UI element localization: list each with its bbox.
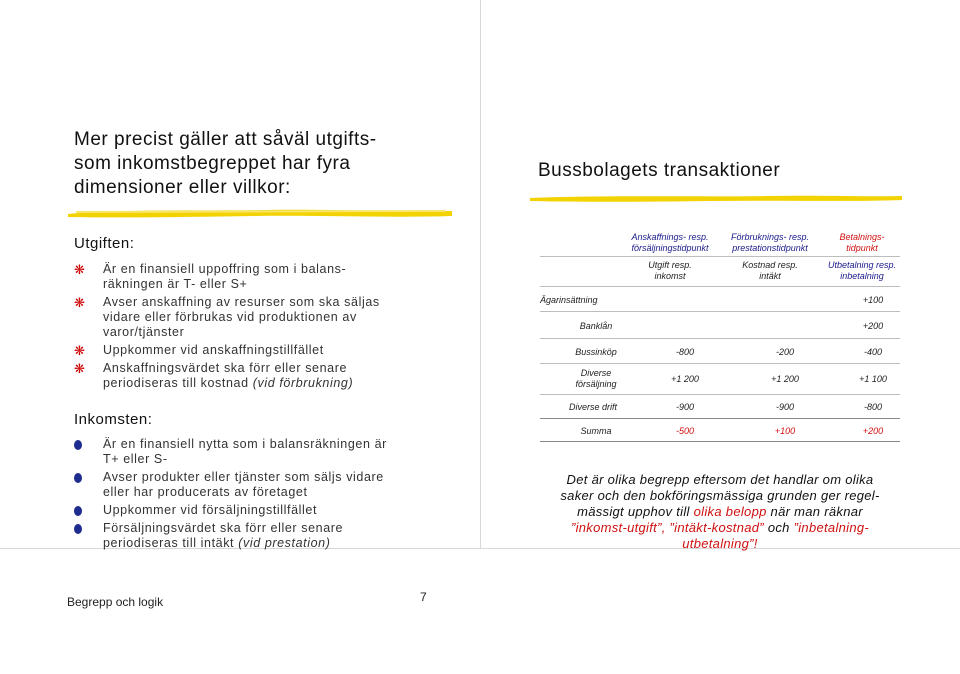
col-header-line: Anskaffnings- resp. — [631, 232, 709, 242]
page-number: 7 — [420, 590, 427, 604]
table-cell: -800 — [863, 402, 882, 412]
subheader-line: inbetalning — [840, 270, 884, 281]
col-header-line: försäljningstidpunkt — [631, 242, 709, 253]
subheader-utgift-inkomst — [612, 260, 728, 281]
table-cell: -400 — [863, 347, 882, 357]
table-rule — [540, 311, 900, 312]
item-text: vidare eller förbrukas vid produktionen av — [103, 310, 357, 324]
table-rule — [540, 338, 900, 339]
table-rule — [540, 394, 900, 395]
utgiften-heading: Utgiften: — [74, 235, 135, 252]
title-underline-brush-right — [528, 192, 904, 204]
row-label-diverse-forsaljning — [556, 368, 636, 389]
list-item — [74, 437, 469, 467]
utgiften-list — [74, 262, 469, 394]
table-cell: -900 — [675, 402, 694, 412]
col-header-line: Förbruknings- resp. — [730, 232, 810, 242]
asterisk-bullet-icon: ❋ — [74, 262, 86, 277]
item-text: Avser produkter eller tjänster som säljs vidare — [103, 470, 384, 484]
table-cell: +1 100 — [859, 374, 887, 384]
page-divider-vertical — [480, 0, 481, 548]
list-item — [74, 470, 469, 500]
summa-cell: -500 — [675, 426, 694, 436]
subheader-utbetalning-inbetalning — [800, 260, 924, 281]
item-text: varor/tjänster — [103, 325, 185, 339]
col-header-line: Betalnings- — [839, 232, 885, 242]
item-text: Uppkommer vid försäljningstillfället — [103, 503, 318, 517]
left-slide-title — [74, 128, 454, 200]
dot-bullet-icon — [74, 505, 86, 517]
table-cell: +1 200 — [771, 374, 799, 384]
left-title-line: Mer precist gäller att såväl utgifts- — [74, 129, 377, 150]
conclusion-emphasis: olika belopp — [693, 504, 767, 519]
subheader-line: Utbetalning resp. — [827, 260, 897, 270]
conclusion-emphasis: ”inkomst-utgift”, ”intäkt-kostnad” — [570, 520, 764, 535]
table-rule — [540, 418, 900, 419]
dot-bullet-icon — [74, 472, 86, 484]
asterisk-bullet-icon: ❋ — [74, 343, 86, 358]
list-item — [74, 361, 469, 391]
asterisk-bullet-icon: ❋ — [74, 295, 86, 310]
table-rule — [540, 441, 900, 442]
list-item — [74, 343, 469, 358]
conclusion-text — [540, 472, 900, 552]
col-header-acquisition — [612, 232, 728, 253]
subheader-line: Utgift resp. — [648, 260, 692, 270]
conclusion-part: och — [763, 520, 794, 535]
conclusion-part: mässigt upphov till — [577, 504, 694, 519]
summa-cell: +100 — [774, 426, 796, 436]
conclusion-line — [540, 504, 900, 520]
conclusion-part: när man räknar — [766, 504, 863, 519]
list-item — [74, 521, 469, 551]
subheader-line: Kostnad resp. — [742, 260, 798, 270]
row-label-agarinsattning: Ägarinsättning — [540, 295, 598, 305]
item-italic-note: (vid prestation) — [238, 536, 331, 550]
inkomsten-list — [74, 437, 469, 554]
col-header-line: tidpunkt — [846, 242, 878, 253]
row-label-line: Diverse — [580, 368, 612, 378]
col-header-payment — [800, 232, 924, 253]
conclusion-line: saker och den bokföringsmässiga grunden ger regel- — [560, 488, 880, 503]
dot-bullet-icon — [74, 523, 86, 535]
col-header-line: prestationstidpunkt — [732, 242, 808, 253]
table-cell: -800 — [675, 347, 694, 357]
item-text: Försäljningsvärdet ska förr eller senare — [103, 521, 344, 535]
list-item — [74, 262, 469, 292]
right-slide-title: Bussbolagets transaktioner — [538, 160, 781, 181]
conclusion-line: Det är olika begrepp eftersom det handlar om olika — [566, 472, 874, 487]
item-text: periodiseras till kostnad — [103, 376, 253, 390]
item-text: Är en finansiell uppoffring som i balans- — [103, 262, 347, 276]
item-text: eller har producerats av företaget — [103, 485, 308, 499]
item-text: Är en finansiell nytta som i balansräkningen är — [103, 437, 387, 451]
row-label-bussinkop: Bussinköp — [575, 347, 617, 357]
item-text: Anskaffningsvärdet ska förr eller senare — [103, 361, 348, 375]
row-label-summa: Summa — [580, 426, 612, 436]
title-underline-brush-left — [66, 206, 454, 220]
item-text: räkningen är T- eller S+ — [103, 277, 248, 291]
item-italic-note: (vid förbrukning) — [252, 376, 354, 390]
subheader-line: inkomst — [654, 270, 686, 281]
table-cell: -200 — [775, 347, 794, 357]
left-title-line: dimensioner eller villkor: — [74, 177, 291, 198]
summa-cell: +200 — [862, 426, 884, 436]
row-label-banklan: Banklån — [579, 321, 613, 331]
item-text: T+ eller S- — [103, 452, 168, 466]
row-label-diverse-drift: Diverse drift — [568, 402, 617, 412]
subheader-line: intäkt — [759, 270, 781, 281]
table-cell: +200 — [862, 321, 884, 331]
conclusion-line — [540, 520, 900, 536]
row-label-line: försäljning — [575, 378, 617, 389]
table-rule — [540, 286, 900, 287]
list-item — [74, 503, 469, 518]
inkomsten-heading: Inkomsten: — [74, 411, 153, 428]
item-text: periodiseras till intäkt — [103, 536, 239, 550]
item-text: Uppkommer vid anskaffningstillfället — [103, 343, 324, 357]
footer-label: Begrepp och logik — [67, 595, 164, 609]
table-cell: +1 200 — [671, 374, 699, 384]
conclusion-emphasis: utbetalning”! — [682, 536, 758, 551]
list-item — [74, 295, 469, 340]
table-rule — [540, 363, 900, 364]
table-cell: +100 — [862, 295, 884, 305]
asterisk-bullet-icon: ❋ — [74, 361, 86, 376]
conclusion-emphasis: ”inbetalning- — [793, 520, 870, 535]
item-text: Avser anskaffning av resurser som ska säljas — [103, 295, 380, 309]
table-cell: -900 — [775, 402, 794, 412]
dot-bullet-icon — [74, 439, 86, 451]
table-rule — [540, 256, 900, 257]
left-title-line: som inkomstbegreppet har fyra — [74, 153, 351, 174]
